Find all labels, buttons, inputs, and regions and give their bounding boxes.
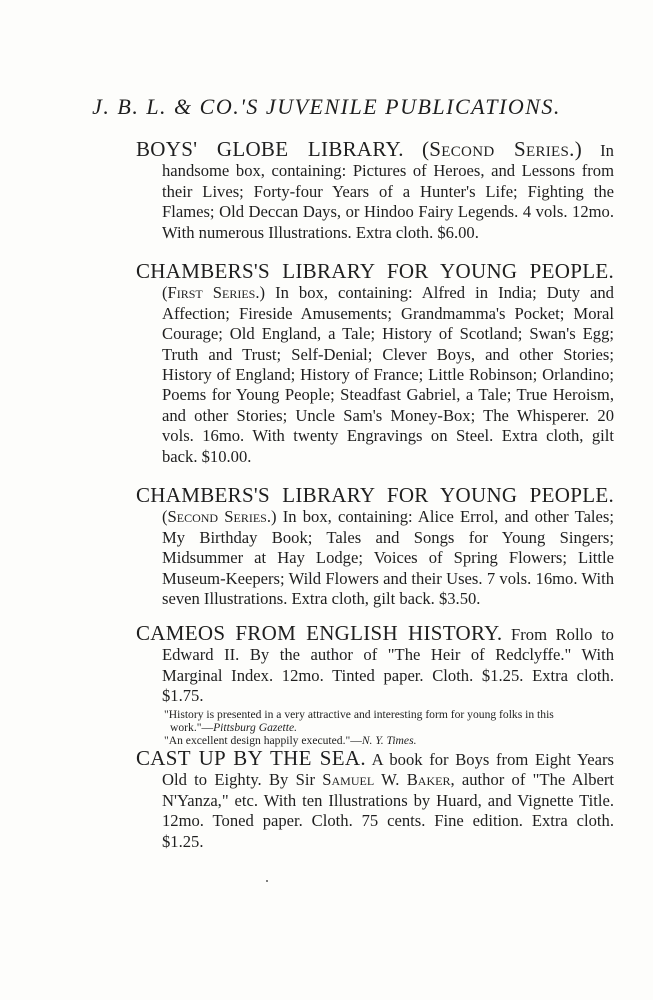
entry-title: CHAMBERS'S LIBRARY FOR YOUNG PEOPLE. [136,259,614,283]
quote-source: N. Y. Times. [361,734,417,748]
quote-source: Pittsburg Gazette. [213,721,298,735]
catalog-entry [136,623,614,707]
entry-description-end: author of "The Albert N'Yanza," etc. With ten Illustrations by Huard, and Vignette Title. 12mo. Toned paper. Cloth. 75 cents. Fine edition. Extra cloth. $1.25. [162,770,614,851]
entry-description: In box, containing: Alfred in India; Duty and Affection; Fireside Amusements; Grandmamma's Pocket; Moral Courage; Old England, a Tale; History of Scotland; Swan's Egg; Truth and Trust; Self-Denial; Clever Boys, and other Stories; History of England; History of France; Little Robinson; Orlandino; Poems for Young People; Steadfast Gabriel, a Tale; True Heroism, and other Stories; Uncle Sam's Money-Box; The Whisperer. 20 vols. 16mo. With twenty Engravings on Steel. Extra cloth, gilt back. $10.00. [162,283,614,466]
catalog-entry [136,485,614,609]
entry-title: CAST UP BY THE SEA. [136,746,366,770]
entry-series: (Second Series.) [422,137,582,161]
quote-text: "History is presented in a very attractive and interesting form for young folks in this work."— [164,708,554,735]
press-quote [164,708,588,734]
catalog-entry [136,261,614,467]
entry-series: (Second Series.) [162,507,277,527]
entry-description-start: A book for Boys from Eight Years Old to Eighty. By Sir [162,750,614,790]
entry-author: Samuel W. Baker, [322,770,455,790]
entry-title: CAMEOS FROM ENGLISH HISTORY. [136,621,503,645]
entry-description: In box, containing: Alice Errol, and other Tales; My Birthday Book; Tales and Songs for Young Singers; Midsummer at Hay Lodge; Voices of Spring Flowers; Little Museum-Keepers; Wild Flowers and their Uses. 7 vols. 16mo. With seven Illustrations. Extra cloth, gilt back. $3.50. [162,507,614,609]
entry-title: CHAMBERS'S LIBRARY FOR YOUNG PEOPLE. [136,483,614,507]
entry-description: From Rollo to Edward II. By the author of "The Heir of Redclyffe." With Marginal Index. 12mo. Tinted paper. Cloth. $1.25. Extra cloth. $1.75. [162,625,614,706]
running-head: J. B. L. & CO.'S JUVENILE PUBLICATIONS. [92,94,561,119]
printing-speck [266,880,268,882]
entry-series: (First Series.) [162,283,266,303]
catalog-entry [136,748,614,852]
entry-title: BOYS' GLOBE LIBRARY. [136,137,404,161]
press-quotes [164,708,588,748]
entry-description: In handsome box, containing: Pictures of Heroes, and Lessons from their Lives; Forty-four Years of a Hunter's Life; Fighting the Flames; Old Deccan Days, or Hindoo Fairy Legends. 4 vols. 12mo. With numerous Illustrations. Extra cloth. $6.00. [162,141,614,242]
catalog-entry [136,139,614,243]
quote-text: "An excellent design happily executed."— [164,734,362,748]
